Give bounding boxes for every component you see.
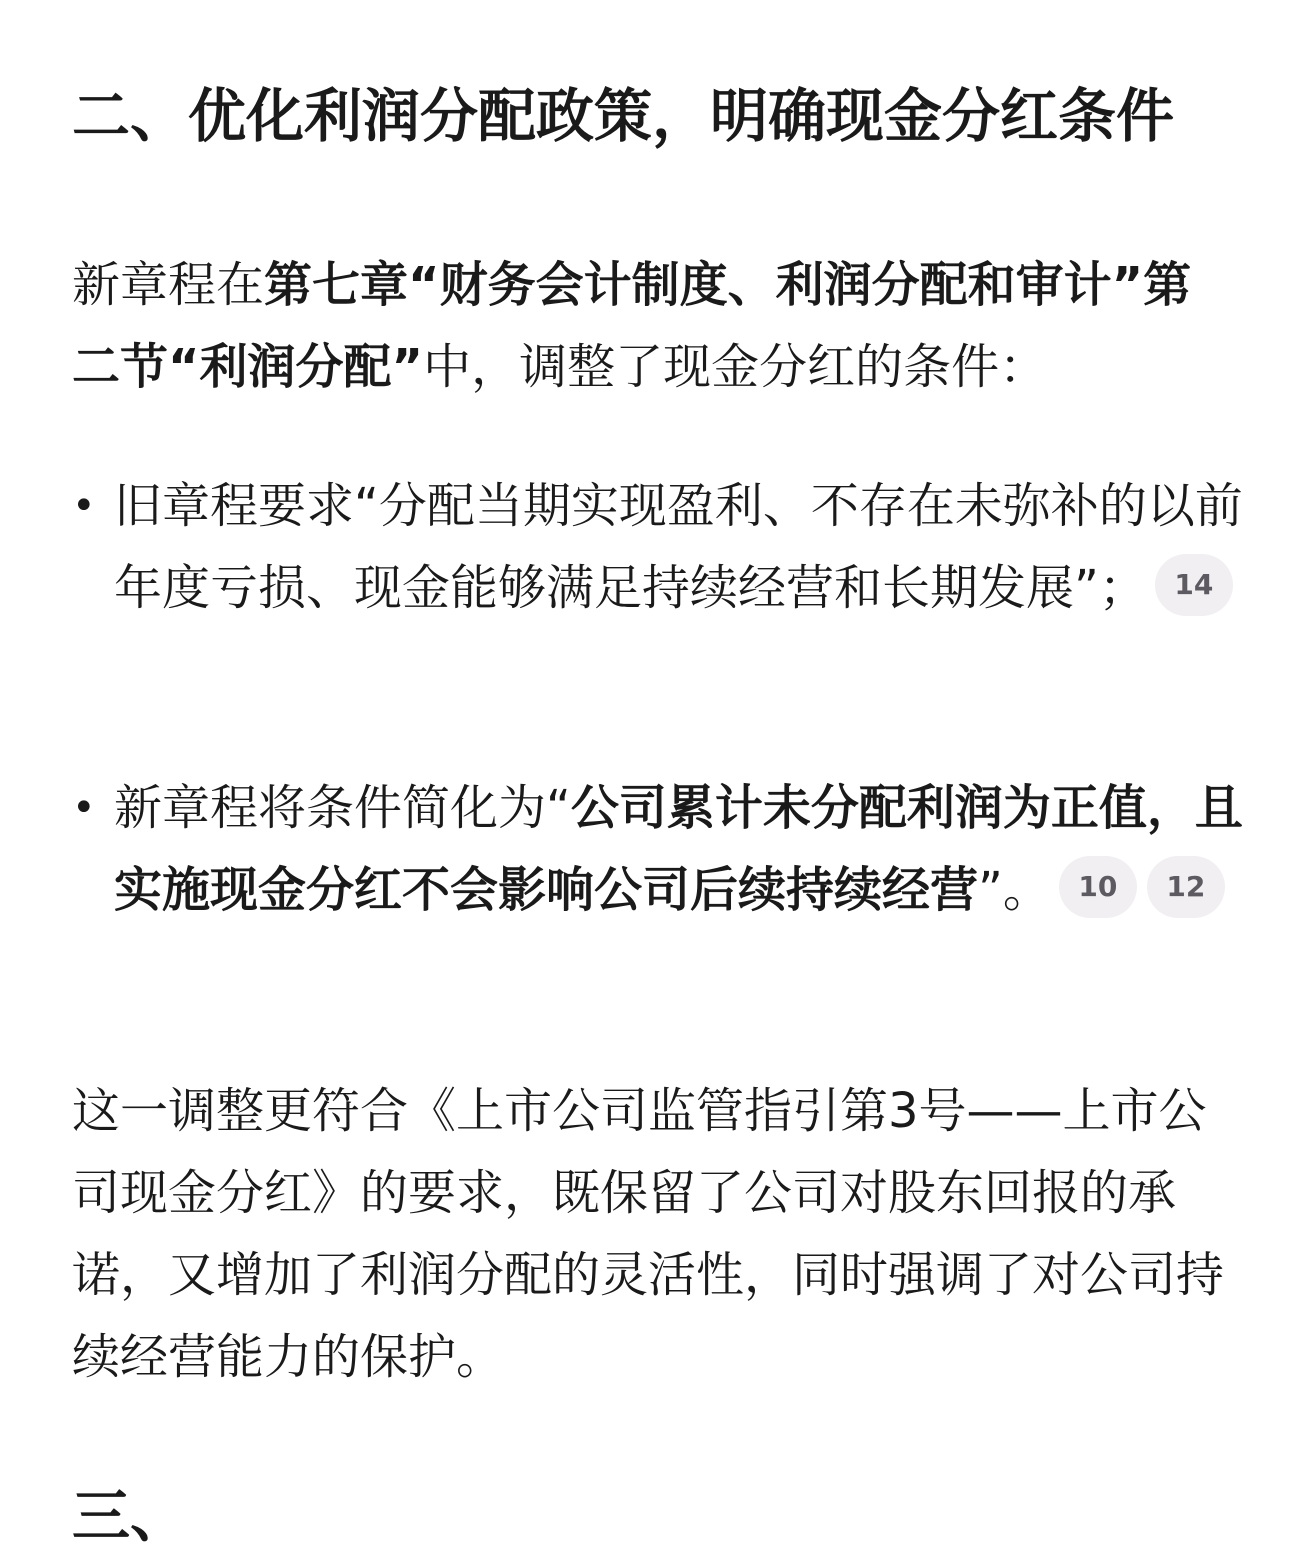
intro-bold-reference: 第七章“财务会计制度、利润分配和审计”第二节“利润分配” — [72, 257, 1192, 395]
list-item-text — [114, 767, 1247, 931]
bullet-dot-icon: • — [72, 483, 96, 529]
intro-text-1: 新章程在 — [72, 257, 265, 313]
conclusion-paragraph: 这一调整更符合《上市公司监管指引第3号——上市公司现金分红》的要求，既保留了公司对股东回报的承诺，又增加了利润分配的灵活性，同时强调了对公司持续经营能力的保护。 — [72, 1083, 1225, 1385]
bullet-1-text: 旧章程要求“分配当期实现盈利、不存在未弥补的以前年度亏损、现金能够满足持续经营和长期发展”； — [114, 478, 1243, 616]
bullet-2-text-1: 新章程将条件简化为“ — [114, 780, 571, 836]
list-item — [72, 767, 1247, 931]
citation-badge[interactable]: 10 — [1059, 856, 1137, 918]
bullet-dot-icon: • — [72, 785, 96, 831]
bullet-2-text-2: ”。 — [978, 862, 1051, 918]
list-item — [72, 465, 1247, 629]
list-item-text — [114, 465, 1247, 629]
intro-paragraph — [72, 244, 1232, 408]
citation-badge[interactable]: 14 — [1155, 554, 1233, 616]
intro-text-2: 中，调整了现金分红的条件： — [423, 339, 1048, 395]
next-section-heading-partial: 三、 — [72, 1482, 189, 1550]
section-heading: 二、优化利润分配政策，明确现金分红条件 — [72, 82, 1175, 150]
bullet-2-bold: 公司累计未分配利润为正值，且实施现金分红不会影响公司后续持续经营 — [114, 780, 1243, 918]
citation-badge[interactable]: 12 — [1147, 856, 1225, 918]
